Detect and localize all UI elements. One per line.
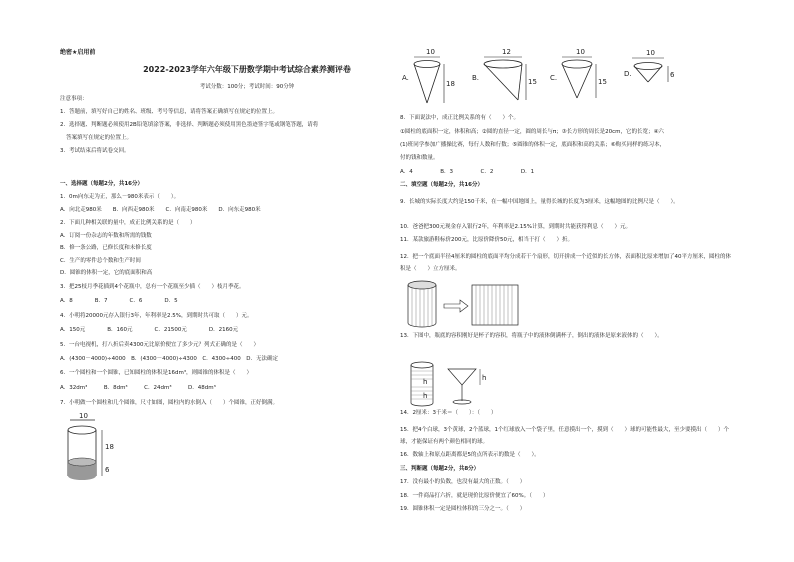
cone-height-label: 15 (528, 78, 537, 86)
cylinder-to-prism-figure (402, 277, 532, 337)
question-line: 18．一件商品打六折，就是现价比原价便宜了60%。（ ） (400, 493, 549, 499)
question-line: D．圆锥的体积一定，它的底面积和高 (60, 270, 153, 276)
question-line: 3．把25枝月季花插到4个花瓶中，总有一个花瓶至少插（ ）枝月季花。 (60, 284, 245, 290)
question-line: A．150元 B．160元 C．21500元 D．2160元 (60, 327, 239, 333)
cone-top-label: 10 (576, 48, 585, 56)
question-line: A．(4300－4000)÷4000 B．(4300－4000)÷4300 C．4300÷400 D．无法确定 (60, 356, 278, 362)
glass-h-label: h (482, 374, 487, 382)
cylinder-height-label: 18 (105, 443, 114, 451)
question-line: 11．某款旅游鞋标价200元，比原价降价50元，相当于打（ ）折。 (400, 237, 573, 243)
cone-option-d (622, 48, 692, 108)
question-line: 9．长城的实际长度大约是150千米，在一幅中国地图上，量得长城的长度为3厘米，这幅地图的比例尺是（ ）。 (400, 199, 679, 205)
question-line: A．向北走980米 B．向西走980米 C．向南走980米 D．向东走980米 (60, 207, 261, 213)
bottle-glass-figure (402, 357, 502, 417)
question-line: A．32dm³ B．8dm³ C．24dm³ D．48dm³ (60, 385, 216, 391)
question-line: 17．没有最小的负数，也没有最大的正数。（ ） (400, 479, 526, 485)
question-line: 13．下图中，瓶底的容积刚好是杯子的容积，将瓶子中的液体倒满杯子，倒出的液体是原来液体的（ ）。 (400, 333, 663, 339)
water-height-label: 6 (105, 466, 110, 474)
question-line: 12．把一个底面半径4厘米的圆柱的底面平均分成若干个扇形，切开拼成一个近似的长方体，表面积比原来增加了40平方厘米，圆柱的体积是（ ）立方厘米。 (400, 254, 732, 272)
notes-heading: 注意事项： (60, 96, 88, 102)
question-line: 14．2厘米：3千米＝（ ）：（ ） (400, 410, 497, 416)
cone-top-label: 10 (646, 49, 655, 57)
secret-label: 绝密★启用前 (60, 49, 96, 56)
option-label: B. (472, 74, 480, 82)
note-line: 3．考试结束后将试卷交回。 (60, 148, 130, 154)
note-line: 答案填写在规定的位置上。 (66, 135, 133, 141)
question-line: 7．小明做一个圆柱和几个圆锥，尺寸如图，圆柱内的水倒入（ ）个圆锥，正好倒满。 (60, 400, 279, 406)
question-line: A．8 B．7 C．6 D．5 (60, 298, 178, 304)
question-line: A．订阅一份杂志的年数和所需的钱数 (60, 233, 152, 239)
note-line: 1．答题前，填写好自己的姓名、班级、考号等信息，请将答案正确填写在规定的位置上。 (60, 109, 279, 115)
exam-subtitle: 考试分数：100分；考试时间：90分钟 (199, 84, 295, 90)
question-line: 6．一个圆柱和一个圆锥，已知圆柱的体积是16dm³，则圆锥的体积是（ ） (60, 370, 253, 376)
section-judge: 三、判断题（每题2分，共8分） (400, 466, 480, 472)
question-line: 19．圆锥体积一定是圆柱体积的三分之一。（ ） (400, 506, 526, 512)
cone-height-label: 6 (670, 71, 675, 79)
cone-height-label: 15 (598, 78, 607, 86)
bottle-h2-label: h (423, 392, 428, 400)
cone-top-label: 12 (502, 48, 511, 56)
option-label: C. (550, 74, 558, 82)
question-line: A．4 B．3 C．2 D．1 (400, 169, 535, 175)
question-line: 10．爸爸把300元现金存入银行2年，年利率是2.15%计算，到期时共能获得利息（ ）元。 (400, 224, 631, 230)
cylinder-top-label: 10 (79, 412, 88, 420)
question-line: 2．下面几种相关联的量中，成正比例关系的是（ ） (60, 220, 196, 226)
exam-title: 2022-2023学年六年级下册数学期中考试综合素养测评卷 (143, 65, 351, 74)
question-line: B．修一条公路，已修长度和未修长度 (60, 245, 152, 251)
question-line: 16．数轴上和原点距离都是5的点所表示的数是（ ）。 (400, 452, 540, 458)
bottle-h-label: h (423, 378, 428, 386)
section-fill: 二、填空题（每题2分，共16分） (400, 182, 483, 188)
question-line: 5．一台电视机，打八折后卖4300元比原价便宜了多少元？列式正确的是（ ） (60, 342, 259, 348)
question-line: C．生产的零件总个数和生产时间 (60, 258, 141, 264)
question-line: (1)班同学参加广播操比赛，每行人数和行数；⑤圆锥的体积一定，底面积和高的关系；⑥购买同样的练习本， (400, 142, 666, 148)
question-line: 15．把4个白球，3个黄球，2个蓝球，1个红球放入一个袋子里，任意摸出一个，摸到（ ）球的可能性最大，至少要摸出（ ）个球，才能保证有两个颜色相同的球。 (400, 427, 729, 445)
cone-height-label: 18 (446, 80, 455, 88)
question-line: ①圆柱的底面积一定，体积和高；②圆的直径一定，圆的周长与π；③长方形的周长是20cm，它的长宽；④六 (400, 129, 664, 135)
cone-option-c (548, 48, 618, 118)
cone-top-label: 10 (426, 48, 435, 56)
question-line: 8．下面说法中，成正比例关系的有（ ）个。 (400, 115, 520, 121)
cone-option-a (400, 48, 460, 118)
question-line: 4．小明将20000元存入银行3年，年利率是2.5%，到期时共可取（ ）元。 (60, 313, 253, 319)
question-line: 1．0m向东走为正，那么－980米表示（ ）。 (60, 194, 180, 200)
option-label: A. (402, 74, 409, 82)
option-label: D. (624, 70, 632, 78)
cylinder-figure (40, 412, 120, 492)
section-choice: 一、选择题（每题2分，共16分） (60, 181, 143, 187)
cone-option-b (470, 48, 540, 118)
question-line: 付的钱和数量。 (400, 155, 439, 161)
note-line: 2．选择题、判断题必须使用2B铅笔填涂答案，非选择、判断题必须使用黑色墨迹签字笔或钢笔答题，请将 (60, 122, 319, 128)
